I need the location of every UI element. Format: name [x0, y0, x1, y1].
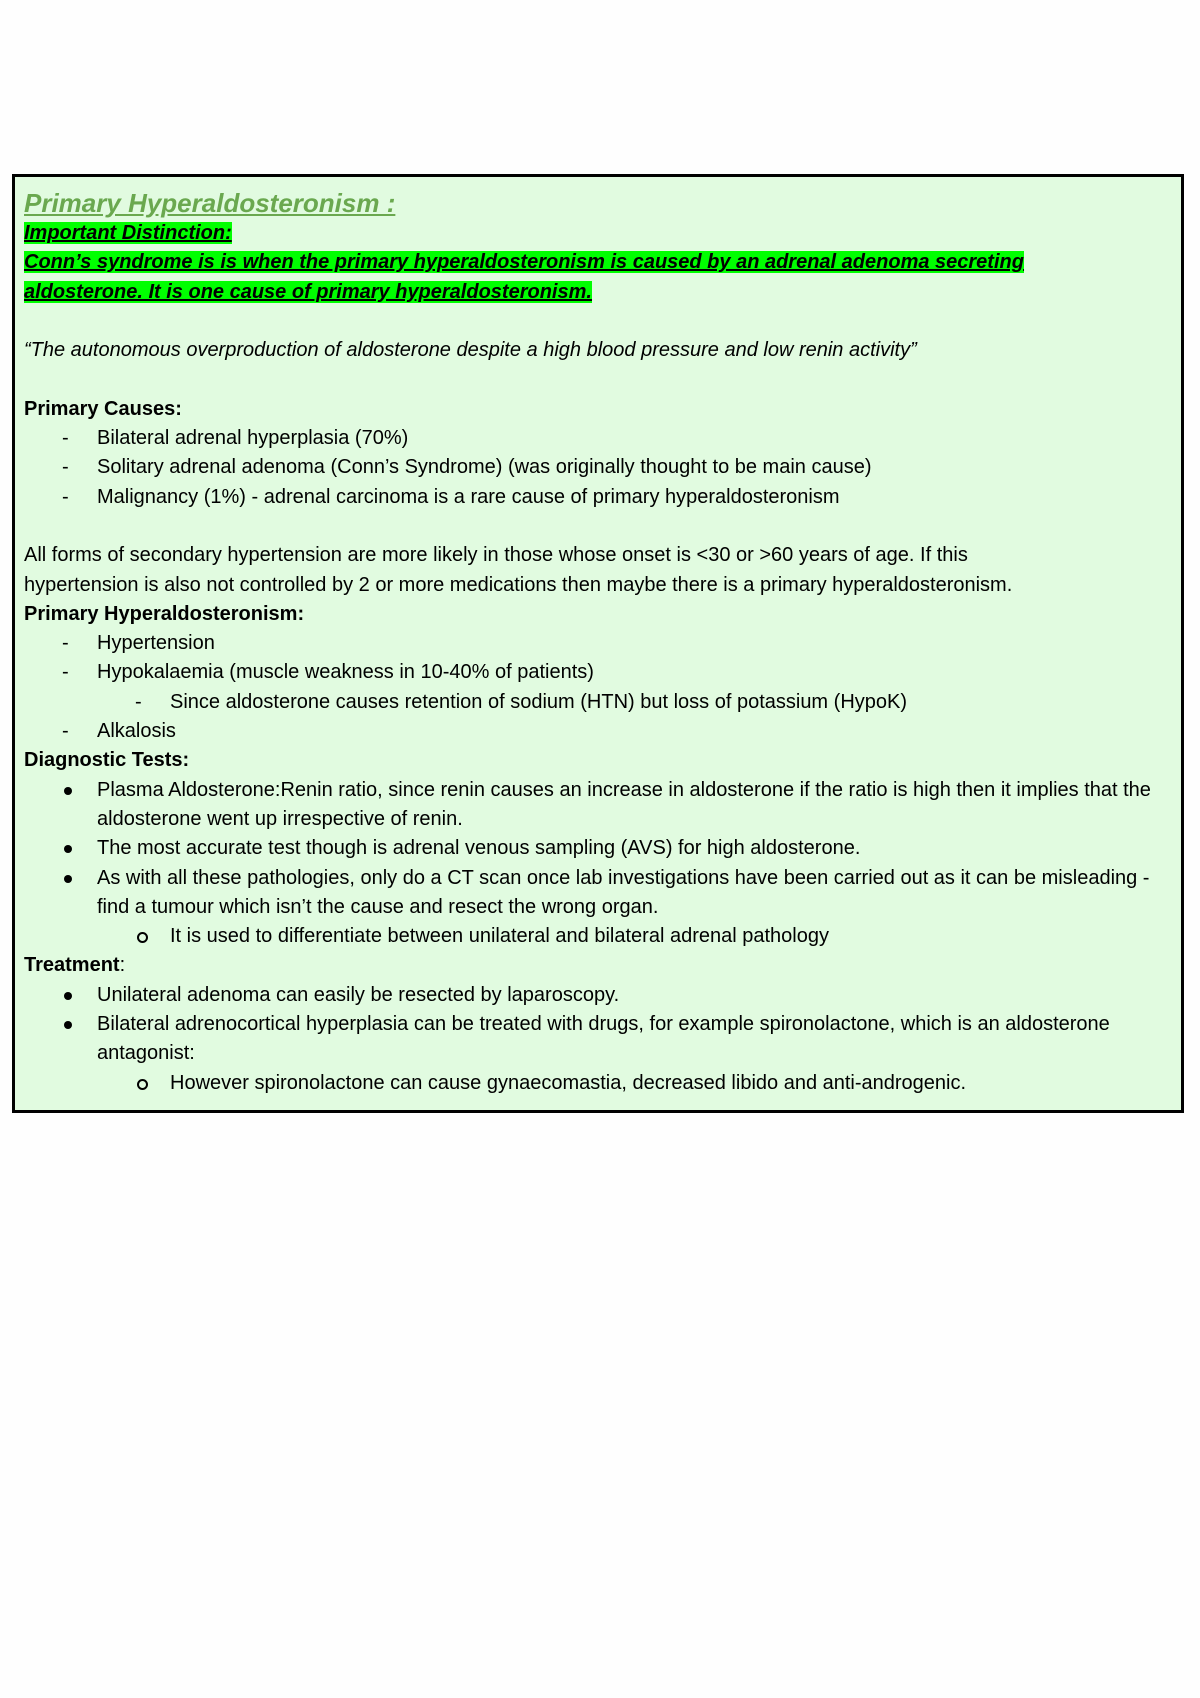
bullet-dot-icon [64, 787, 72, 795]
distinction-line-1: Conn’s syndrome is is when the primary hyperaldosteronism is caused by an adrenal adenoma secreting [24, 251, 1024, 274]
list-subitem: It is used to differentiate between unilateral and bilateral adrenal pathology [24, 922, 1172, 951]
page-title: Primary Hyperaldosteronism : [24, 188, 396, 218]
dash-bullet-icon [62, 717, 82, 746]
note-card [12, 174, 1184, 1113]
diagnostic-heading: Diagnostic Tests: [24, 749, 190, 772]
secondary-hypertension-line-1: All forms of secondary hypertension are more likely in those whose onset is <30 or >60 years of age. If this [24, 544, 968, 567]
spacer [24, 365, 1172, 394]
list-item: Bilateral adrenocortical hyperplasia can be treated with drugs, for example spironolactone, which is an aldosterone antagonist: [24, 1010, 1172, 1069]
dash-bullet-icon [135, 688, 155, 717]
bullet-circle-icon [137, 1079, 148, 1090]
list-item: The most accurate test though is adrenal venous sampling (AVS) for high aldosterone. [24, 834, 1172, 863]
list-item: Plasma Aldosterone:Renin ratio, since renin causes an increase in aldosterone if the ratio is high then it implies that the aldosterone went up irrespective of renin. [24, 776, 1172, 835]
bullet-dot-icon [64, 875, 72, 883]
primary-causes-heading: Primary Causes: [24, 397, 182, 420]
features-heading: Primary Hyperaldosteronism: [24, 602, 305, 625]
bullet-circle-icon [137, 932, 148, 943]
dash-bullet-icon [62, 424, 82, 453]
distinction-line-2: aldosterone. It is one cause of primary hyperaldosteronism. [24, 280, 592, 303]
list-item: - Hypokalaemia (muscle weakness in 10-40% of patients) [24, 658, 1172, 687]
list-subitem: However spironolactone can cause gynaecomastia, decreased libido and anti-androgenic. [24, 1069, 1172, 1098]
list-item: - Solitary adrenal adenoma (Conn’s Syndrome) (was originally thought to be main cause) [24, 453, 1172, 482]
dash-bullet-icon [62, 483, 82, 512]
dash-bullet-icon [62, 453, 82, 482]
list-item: Unilateral adenoma can easily be resected by laparoscopy. [24, 981, 1172, 1010]
list-item: - Bilateral adrenal hyperplasia (70%) [24, 424, 1172, 453]
list-item: - Hypertension [24, 629, 1172, 658]
bullet-dot-icon [64, 1021, 72, 1029]
list-subitem: - Since aldosterone causes retention of sodium (HTN) but loss of potassium (HypoK) [24, 688, 1172, 717]
list-item: - Malignancy (1%) - adrenal carcinoma is a rare cause of primary hyperaldosteronism [24, 483, 1172, 512]
spacer [24, 307, 1172, 336]
spacer [24, 512, 1172, 541]
dash-bullet-icon [62, 629, 82, 658]
treatment-heading: Treatment: [24, 954, 126, 977]
secondary-hypertension-line-2: hypertension is also not controlled by 2 or more medications then maybe there is a primary hyperaldosteronism. [24, 573, 1013, 596]
dash-bullet-icon [62, 658, 82, 687]
distinction-heading: Important Distinction: [24, 222, 232, 244]
list-item: As with all these pathologies, only do a CT scan once lab investigations have been carried out as it can be misleading - find a tumour which isn’t the cause and resect the wrong organ. [24, 864, 1172, 923]
definition-quote: “The autonomous overproduction of aldosterone despite a high blood pressure and low renin activity” [24, 339, 917, 362]
list-item: - Alkalosis [24, 717, 1172, 746]
bullet-dot-icon [64, 845, 72, 853]
bullet-dot-icon [64, 992, 72, 1000]
